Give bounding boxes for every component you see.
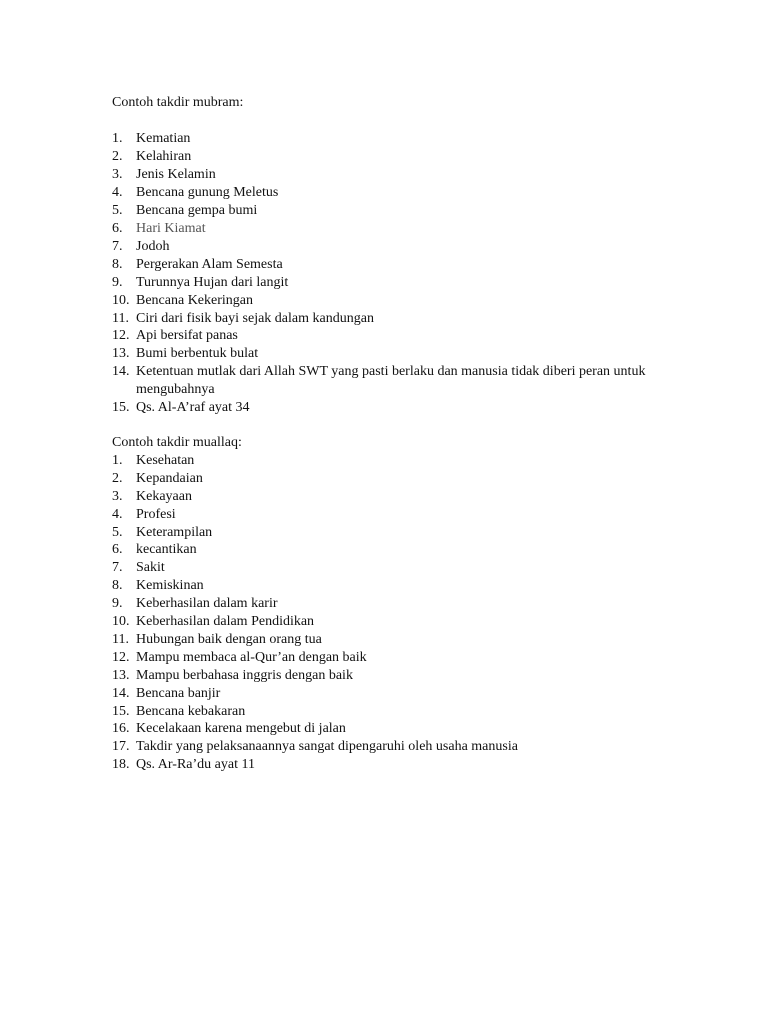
list-item bbox=[112, 148, 672, 166]
item-number: 1. bbox=[112, 452, 123, 468]
item-text: Jenis Kelamin bbox=[136, 167, 216, 183]
item-number: 5. bbox=[112, 524, 123, 540]
list-item bbox=[112, 631, 672, 649]
mubram-list bbox=[112, 130, 672, 417]
list-item bbox=[112, 506, 672, 524]
item-text: Hari Kiamat bbox=[136, 221, 206, 237]
item-text: Kekayaan bbox=[136, 488, 192, 504]
item-number: 6. bbox=[112, 542, 123, 558]
list-item bbox=[112, 345, 672, 363]
item-number: 13. bbox=[112, 667, 130, 683]
item-text: Takdir yang pelaksanaannya sangat dipengaruhi oleh usaha manusia bbox=[136, 739, 518, 755]
item-number: 14. bbox=[112, 685, 130, 701]
item-number: 14. bbox=[112, 364, 130, 380]
item-number: 12. bbox=[112, 328, 130, 344]
item-number: 11. bbox=[112, 631, 129, 647]
list-item bbox=[112, 559, 672, 577]
item-number: 6. bbox=[112, 221, 123, 237]
item-text: Bumi berbentuk bulat bbox=[136, 346, 259, 362]
item-text: Qs. Ar-Ra’du ayat 11 bbox=[136, 757, 255, 773]
item-text: Bencana gunung Meletus bbox=[136, 185, 279, 201]
mubram-section bbox=[112, 94, 672, 417]
list-item bbox=[112, 738, 672, 756]
item-text: Keberhasilan dalam Pendidikan bbox=[136, 614, 315, 630]
list-item bbox=[112, 595, 672, 613]
list-item bbox=[112, 130, 672, 148]
list-item bbox=[112, 184, 672, 202]
item-text: Pergerakan Alam Semesta bbox=[136, 256, 283, 272]
list-item bbox=[112, 452, 672, 470]
list-item bbox=[112, 310, 672, 328]
item-number: 7. bbox=[112, 238, 123, 254]
list-item bbox=[112, 577, 672, 595]
item-text: Kepandaian bbox=[136, 470, 203, 486]
list-item bbox=[112, 220, 672, 238]
list-item bbox=[112, 202, 672, 220]
list-item bbox=[112, 238, 672, 256]
item-number: 10. bbox=[112, 292, 130, 308]
item-text: Api bersifat panas bbox=[136, 328, 238, 344]
item-text: Kemiskinan bbox=[136, 578, 204, 594]
list-item bbox=[112, 685, 672, 703]
list-item bbox=[112, 256, 672, 274]
item-text: Keterampilan bbox=[136, 524, 213, 540]
item-text: Bencana banjir bbox=[136, 685, 221, 701]
item-number: 15. bbox=[112, 400, 130, 416]
item-text: Bencana gempa bumi bbox=[136, 203, 258, 219]
list-item bbox=[112, 756, 672, 774]
item-number: 2. bbox=[112, 149, 123, 165]
mubram-heading: Contoh takdir mubram: bbox=[112, 95, 244, 110]
item-number: 8. bbox=[112, 578, 123, 594]
list-item bbox=[112, 613, 672, 631]
item-text: Profesi bbox=[136, 506, 176, 522]
item-number: 4. bbox=[112, 506, 123, 522]
item-number: 15. bbox=[112, 703, 130, 719]
item-text: Keberhasilan dalam karir bbox=[136, 596, 278, 612]
item-text: Qs. Al-A’raf ayat 34 bbox=[136, 400, 250, 416]
item-number: 4. bbox=[112, 185, 123, 201]
item-text: Jodoh bbox=[136, 238, 170, 254]
list-item bbox=[112, 541, 672, 559]
list-item bbox=[112, 703, 672, 721]
item-number: 1. bbox=[112, 131, 123, 147]
item-text: Sakit bbox=[136, 560, 165, 576]
item-text: Bencana kebakaran bbox=[136, 703, 246, 719]
list-item bbox=[112, 399, 672, 417]
list-item bbox=[112, 274, 672, 292]
item-number: 18. bbox=[112, 757, 130, 773]
item-number: 3. bbox=[112, 167, 123, 183]
item-number: 9. bbox=[112, 274, 123, 290]
item-number: 17. bbox=[112, 739, 130, 755]
item-text: Turunnya Hujan dari langit bbox=[136, 274, 289, 290]
item-number: 13. bbox=[112, 346, 130, 362]
muallaq-heading: Contoh takdir muallaq: bbox=[112, 435, 242, 450]
item-text: Kecelakaan karena mengebut di jalan bbox=[136, 721, 346, 737]
list-item bbox=[112, 327, 672, 345]
item-number: 3. bbox=[112, 488, 123, 504]
item-text: kecantikan bbox=[136, 542, 197, 558]
item-text: Kematian bbox=[136, 131, 191, 147]
item-text: Kelahiran bbox=[136, 149, 192, 165]
item-number: 2. bbox=[112, 470, 123, 486]
list-item bbox=[112, 720, 672, 738]
list-item bbox=[112, 667, 672, 685]
item-number: 7. bbox=[112, 560, 123, 576]
item-text: Mampu membaca al-Qur’an dengan baik bbox=[136, 649, 367, 665]
item-text: Mampu berbahasa inggris dengan baik bbox=[136, 667, 353, 683]
item-text: Kesehatan bbox=[136, 452, 195, 468]
item-text: Bencana Kekeringan bbox=[136, 292, 253, 308]
item-text: Ciri dari fisik bayi sejak dalam kandungan bbox=[136, 310, 374, 326]
item-number: 11. bbox=[112, 310, 129, 326]
item-number: 16. bbox=[112, 721, 130, 737]
muallaq-section bbox=[112, 434, 672, 774]
list-item bbox=[112, 166, 672, 184]
item-text: Ketentuan mutlak dari Allah SWT yang pasti berlaku dan manusia tidak diberi peran untuk mengubahnya bbox=[136, 364, 646, 398]
muallaq-list bbox=[112, 452, 672, 774]
item-number: 12. bbox=[112, 649, 130, 665]
item-number: 8. bbox=[112, 256, 123, 272]
item-number: 9. bbox=[112, 596, 123, 612]
list-item bbox=[112, 470, 672, 488]
item-number: 10. bbox=[112, 614, 130, 630]
list-item bbox=[112, 524, 672, 542]
list-item bbox=[112, 292, 672, 310]
item-text: Hubungan baik dengan orang tua bbox=[136, 631, 322, 647]
list-item bbox=[112, 363, 672, 399]
list-item bbox=[112, 488, 672, 506]
list-item bbox=[112, 649, 672, 667]
item-number: 5. bbox=[112, 203, 123, 219]
